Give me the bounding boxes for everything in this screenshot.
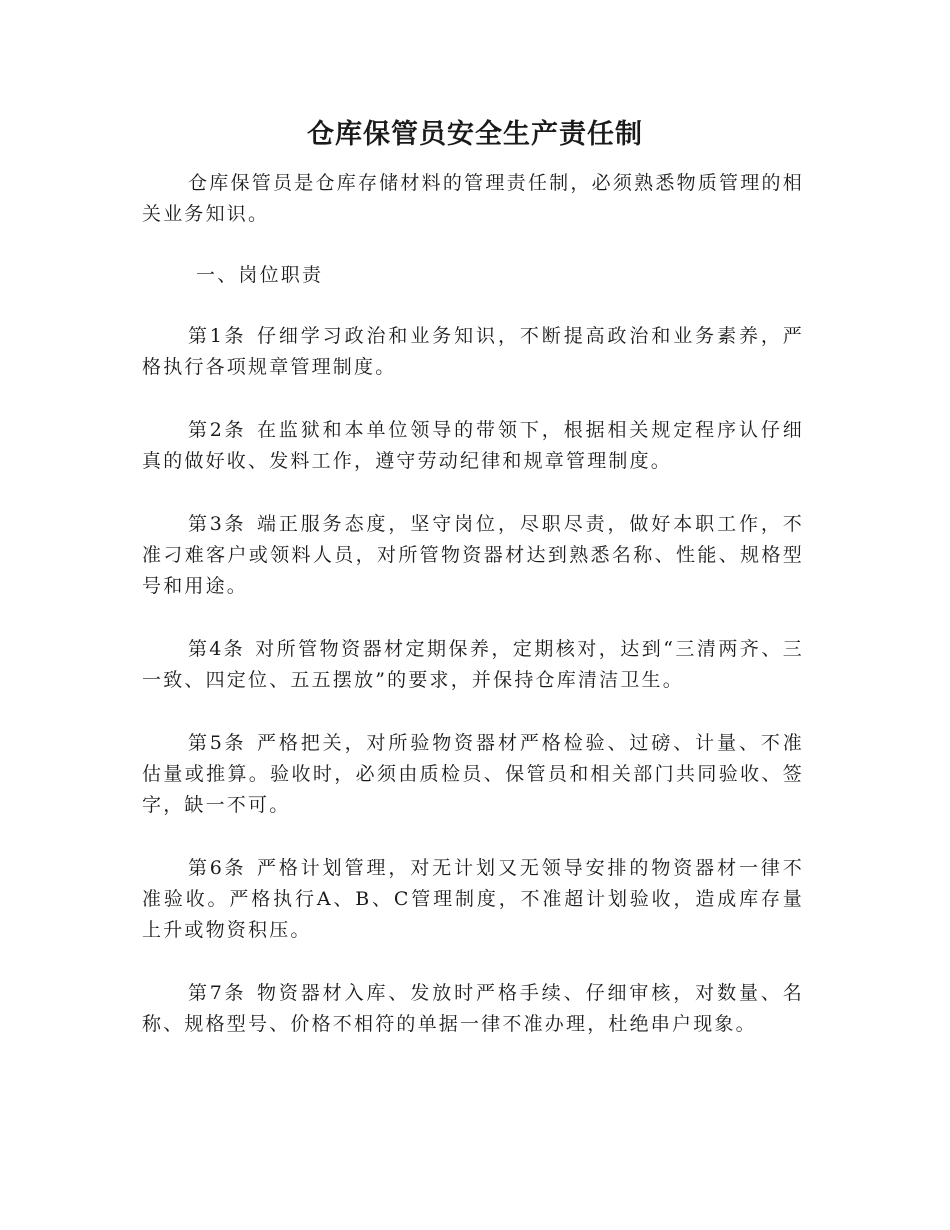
article-label: 第4条 — [188, 638, 245, 660]
document-title: 仓库保管员安全生产责任制 — [307, 119, 643, 150]
article-label: 第5条 — [188, 732, 247, 754]
article-label: 第6条 — [188, 857, 247, 879]
article-text: 物资器材入库、发放时严格手续、仔细审核，对数量、名称、规格型号、价格不相符的单据一律不准办理，杜绝串户现象。 — [142, 982, 804, 1035]
article-paragraph — [142, 978, 804, 1040]
article-paragraph — [142, 853, 804, 946]
article-text: 严格把关，对所验物资器材严格检验、过磅、计量、不准估量或推算。验收时，必须由质检员、保管员和相关部门共同验收、签字，缺一不可。 — [142, 732, 804, 816]
article-label: 第3条 — [188, 513, 247, 535]
article-paragraph — [142, 509, 804, 602]
article-paragraph — [142, 415, 804, 477]
document-body — [142, 168, 804, 1072]
article-paragraph — [142, 728, 804, 821]
article-text: 对所管物资器材定期保养，定期核对，达到“三清两齐、三一致、四定位、五五摆放”的要求，并保持仓库清洁卫生。 — [142, 638, 804, 691]
intro-paragraph: 仓库保管员是仓库存储材料的管理责任制，必须熟悉物质管理的相关业务知识。 — [142, 172, 804, 225]
article-paragraph — [142, 321, 804, 383]
article-label: 第1条 — [188, 325, 247, 347]
article-label: 第2条 — [188, 419, 247, 441]
article-text: 仔细学习政治和业务知识，不断提高政治和业务素养，严格执行各项规章管理制度。 — [142, 325, 804, 378]
article-text: 在监狱和本单位领导的带领下，根据相关规定程序认仔细真的做好收、发料工作，遵守劳动纪律和规章管理制度。 — [142, 419, 804, 472]
article-paragraph — [142, 634, 804, 696]
article-text: 严格计划管理，对无计划又无领导安排的物资器材一律不准验收。严格执行A、B、C管理制度，不准超计划验收，造成库存量上升或物资积压。 — [142, 857, 804, 941]
article-label: 第7条 — [188, 982, 247, 1004]
article-text: 端正服务态度，坚守岗位，尽职尽责，做好本职工作，不准刁难客户或领料人员，对所管物资器材达到熟悉名称、性能、规格型号和用途。 — [142, 513, 804, 597]
section-heading: 一、岗位职责 — [196, 264, 324, 286]
